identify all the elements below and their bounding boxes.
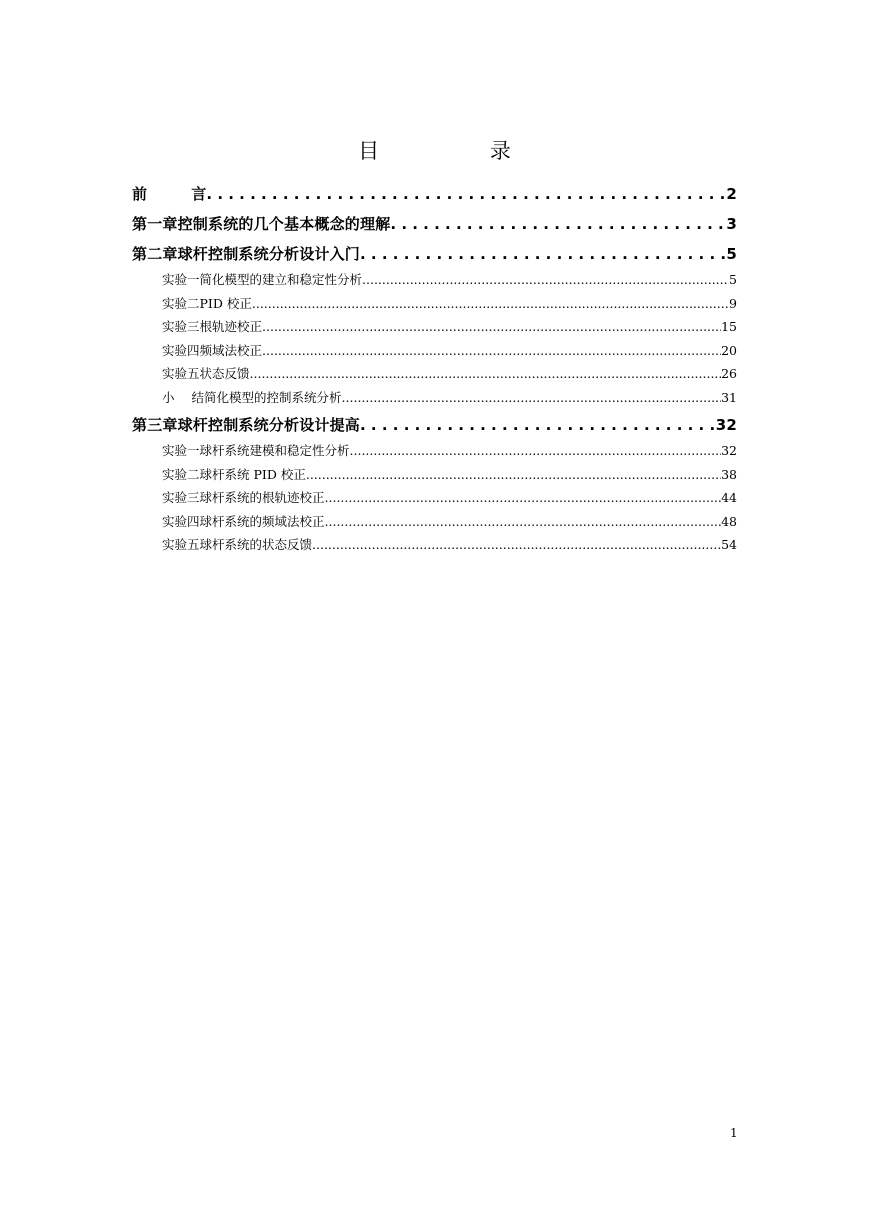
summary-char-2: 结 <box>191 389 205 405</box>
dot-leader <box>312 533 721 557</box>
toc-page-number: 5 <box>729 272 737 287</box>
toc-page-number: 32 <box>715 416 737 434</box>
toc-subentry-label: 实验一 <box>162 272 200 287</box>
dot-leader <box>325 486 722 510</box>
toc-subentry[interactable] <box>132 510 737 534</box>
toc-entry-chapter-3[interactable] <box>132 412 737 439</box>
toc-page-number: 31 <box>721 389 737 405</box>
toc-subentry[interactable] <box>132 386 737 410</box>
toc-page-number: 38 <box>721 466 737 482</box>
toc-subentry-title: 状态反馈 <box>199 366 250 381</box>
toc-subentry-title: 球杆系统的根轨迹校正 <box>199 490 325 505</box>
toc-subentry[interactable] <box>132 315 737 339</box>
toc-page-number: 15 <box>721 319 737 334</box>
toc-subentry-label: 实验三 <box>162 319 200 334</box>
toc-subentry-title: 频域法校正 <box>199 342 263 358</box>
toc-page-number: 3 <box>726 215 737 233</box>
toc-subentry-label <box>162 386 204 410</box>
dot-leader <box>250 362 722 386</box>
toc-entry-title: 球杆控制系统分析设计提高 <box>177 416 361 434</box>
toc-page-number: 5 <box>726 245 737 263</box>
toc-page-number: 48 <box>721 513 737 529</box>
dot-leader <box>390 211 726 238</box>
dot-leader <box>262 315 721 339</box>
toc-subentry-title: 球杆系统的状态反馈 <box>199 537 313 552</box>
page-title: 目 录 <box>358 139 563 163</box>
toc-subentry-label: 实验三 <box>162 490 200 505</box>
preface-char-1: 前 <box>132 185 148 203</box>
toc-page-number: 54 <box>721 537 737 552</box>
toc-entry-title: 控制系统的几个基本概念的理解 <box>177 215 391 233</box>
toc-subentry-label: 实验五 <box>162 366 200 381</box>
toc-page-number: 44 <box>721 490 737 505</box>
toc-subentry[interactable] <box>132 339 737 363</box>
toc-subentry-label: 实验四 <box>162 513 200 529</box>
toc-subentry-title: 简化模型的控制系统分析 <box>204 389 342 405</box>
dot-leader <box>306 463 721 487</box>
toc-subentry-title: 球杆系统的频域法校正 <box>199 513 325 529</box>
toc-subentry[interactable] <box>132 268 737 292</box>
table-of-contents <box>132 181 737 557</box>
toc-page-number: 20 <box>721 342 737 358</box>
dot-leader <box>360 241 726 268</box>
toc-subentry-title: 球杆系统建模和稳定性分析 <box>199 443 350 458</box>
dot-leader <box>262 339 721 363</box>
toc-subentry-label: 实验五 <box>162 537 200 552</box>
dot-leader <box>360 412 716 439</box>
toc-entry-label <box>132 181 206 208</box>
toc-entry-title: 球杆控制系统分析设计入门 <box>177 245 361 263</box>
toc-entry-label: 第二章 <box>132 245 178 263</box>
toc-subentry[interactable] <box>132 486 737 510</box>
toc-page-number: 9 <box>729 295 737 311</box>
toc-page-number: 2 <box>726 185 737 203</box>
toc-entry-chapter-1[interactable] <box>132 211 737 238</box>
toc-entry-preface[interactable] <box>132 181 737 208</box>
toc-subentry-title: 简化模型的建立和稳定性分析 <box>199 272 363 287</box>
toc-subentry-label: 实验一 <box>162 443 200 458</box>
dot-leader <box>206 181 726 208</box>
toc-subentry-title: PID 校正 <box>199 295 252 311</box>
toc-subentry[interactable] <box>132 292 737 316</box>
toc-subentry-title: 根轨迹校正 <box>199 319 263 334</box>
summary-char-1: 小 <box>162 389 175 405</box>
toc-entry-label: 第一章 <box>132 215 178 233</box>
dot-leader <box>325 510 722 534</box>
page-number: 1 <box>730 1126 738 1140</box>
toc-entry-chapter-2[interactable] <box>132 241 737 268</box>
toc-subentry[interactable] <box>132 439 737 463</box>
toc-subentry-title: 球杆系统 PID 校正 <box>199 466 306 482</box>
toc-subentry[interactable] <box>132 533 737 557</box>
toc-page-number: 32 <box>721 443 737 458</box>
preface-char-2: 言 <box>191 185 207 203</box>
toc-subentry-label: 实验二 <box>162 295 200 311</box>
toc-subentry-label: 实验四 <box>162 342 200 358</box>
toc-page-number: 26 <box>721 366 737 381</box>
toc-subentry[interactable] <box>132 362 737 386</box>
dot-leader <box>342 386 722 410</box>
dot-leader <box>362 268 729 292</box>
toc-subentry[interactable] <box>132 463 737 487</box>
dot-leader <box>252 292 729 316</box>
toc-subentry-label: 实验二 <box>162 466 200 482</box>
toc-entry-label: 第三章 <box>132 416 178 434</box>
dot-leader <box>350 439 722 463</box>
